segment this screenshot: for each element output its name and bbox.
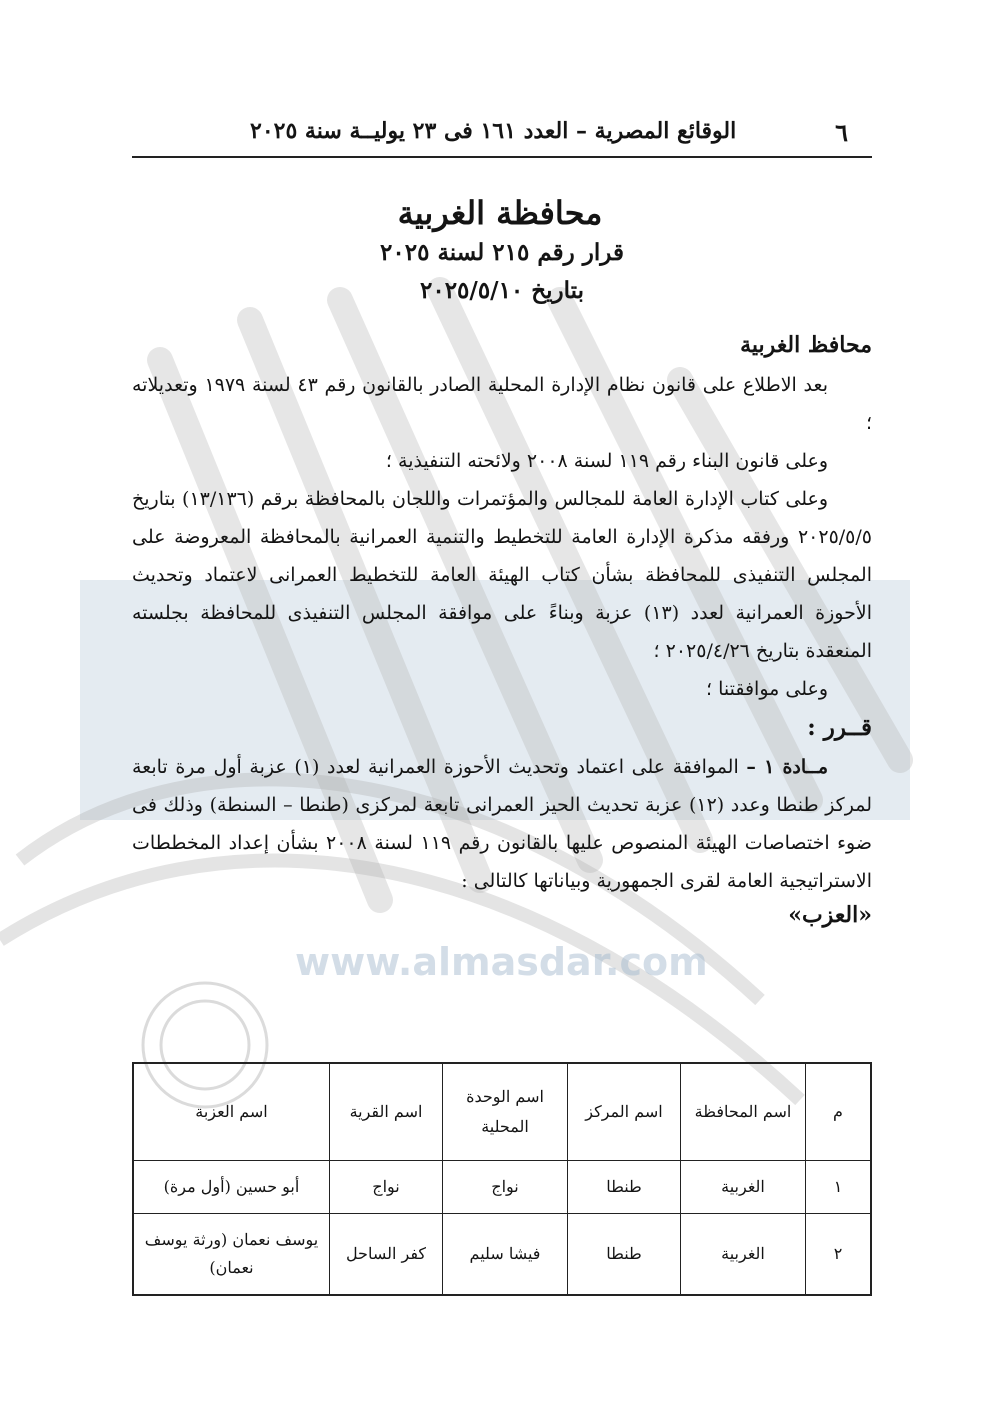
cell-markaz: طنطا [568, 1214, 681, 1296]
header-governorate: اسم المحافظة [681, 1063, 806, 1161]
cell-village: نواج [330, 1161, 443, 1214]
cell-governorate: الغربية [681, 1161, 806, 1214]
header-unit: اسم الوحدة المحلية [443, 1063, 568, 1161]
issuer-heading: محافظ الغربية [740, 332, 872, 358]
preamble-paragraph: وعلى كتاب الإدارة العامة للمجالس والمؤتمرات واللجان بالمحافظة برقم (١٣/١٣٦) بتاريخ ٢٠٢٥/٥/٥ ورفقه مذكرة الإدارة العامة للتخطيط والتنمية العمرانية بالمحافظة المعروضة على المجلس التنفيذى للمحافظة بشأن كتاب الهيئة العامة للتخطيط العمرانى لاعتماد وتحديث الأحوزة العمرانية لعدد (١٣) عزبة وبناءً على موافقة المجلس التنفيذى للمحافظة بجلسته المنعقدة بتاريخ ٢٠٢٥/٤/٢٦ ؛ [132, 488, 872, 662]
ezba-table-wrapper [132, 1062, 872, 1296]
table-title: «العزب» [788, 902, 872, 928]
cell-num: ٢ [806, 1214, 872, 1296]
cell-unit: نواج [443, 1161, 568, 1214]
cell-ezba: يوسف نعمان (ورثة يوسف نعمان) [133, 1214, 330, 1296]
page-number: ٦ [835, 118, 848, 147]
header-ezba: اسم العزبة [133, 1063, 330, 1161]
decree-body [132, 326, 872, 930]
article-1-label: مــادة ١ – [746, 756, 828, 778]
article-1 [132, 748, 872, 900]
cell-markaz: طنطا [568, 1161, 681, 1214]
ezba-table [132, 1062, 872, 1296]
header-village: اسم القرية [330, 1063, 443, 1161]
table-header-row [133, 1063, 871, 1161]
watermark-text: www.almasdar.com [295, 940, 708, 984]
cell-unit: فيشا سليم [443, 1214, 568, 1296]
header-num: م [806, 1063, 872, 1161]
governorate-title: محافظة الغربية [397, 194, 603, 232]
preamble-paragraph: بعد الاطلاع على قانون نظام الإدارة المحلية الصادر بالقانون رقم ٤٣ لسنة ١٩٧٩ وتعديلاته ؛ [132, 374, 872, 434]
article-1-text: الموافقة على اعتماد وتحديث الأحوزة العمرانية لعدد (١) عزبة أول مرة تابعة لمركز طنطا وعدد (١٢) عزبة تحديث الحيز العمرانى تابعة لمركزى (طنطا – السنطة) وذلك فى ضوء اختصاصات الهيئة المنصوص عليها بالقانون رقم ١١٩ لسنة ٢٠٠٨ بشأن إعداد المخططات الاستراتيجية العامة لقرى الجمهورية وبياناتها كالتالى : [132, 756, 872, 892]
decree-titles [132, 190, 872, 312]
cell-governorate: الغربية [681, 1214, 806, 1296]
header-markaz: اسم المركز [568, 1063, 681, 1161]
publication-line: الوقائع المصرية – العدد ١٦١ فى ٢٣ يوليــة سنة ٢٠٢٥ [250, 118, 737, 144]
decided-heading: قــرر : [807, 714, 872, 741]
decree-date: بتاريخ ٢٠٢٥/٥/١٠ [420, 277, 584, 304]
preamble-paragraph: وعلى موافقتنا ؛ [706, 678, 828, 700]
table-row [133, 1161, 871, 1214]
cell-ezba: أبو حسين (أول مرة) [133, 1161, 330, 1214]
page-header [132, 112, 872, 158]
cell-num: ١ [806, 1161, 872, 1214]
table-row [133, 1214, 871, 1296]
decree-number: قرار رقم ٢١٥ لسنة ٢٠٢٥ [380, 239, 624, 266]
preamble-paragraph: وعلى قانون البناء رقم ١١٩ لسنة ٢٠٠٨ ولائحته التنفيذية ؛ [385, 450, 828, 472]
cell-village: كفر الساحل [330, 1214, 443, 1296]
